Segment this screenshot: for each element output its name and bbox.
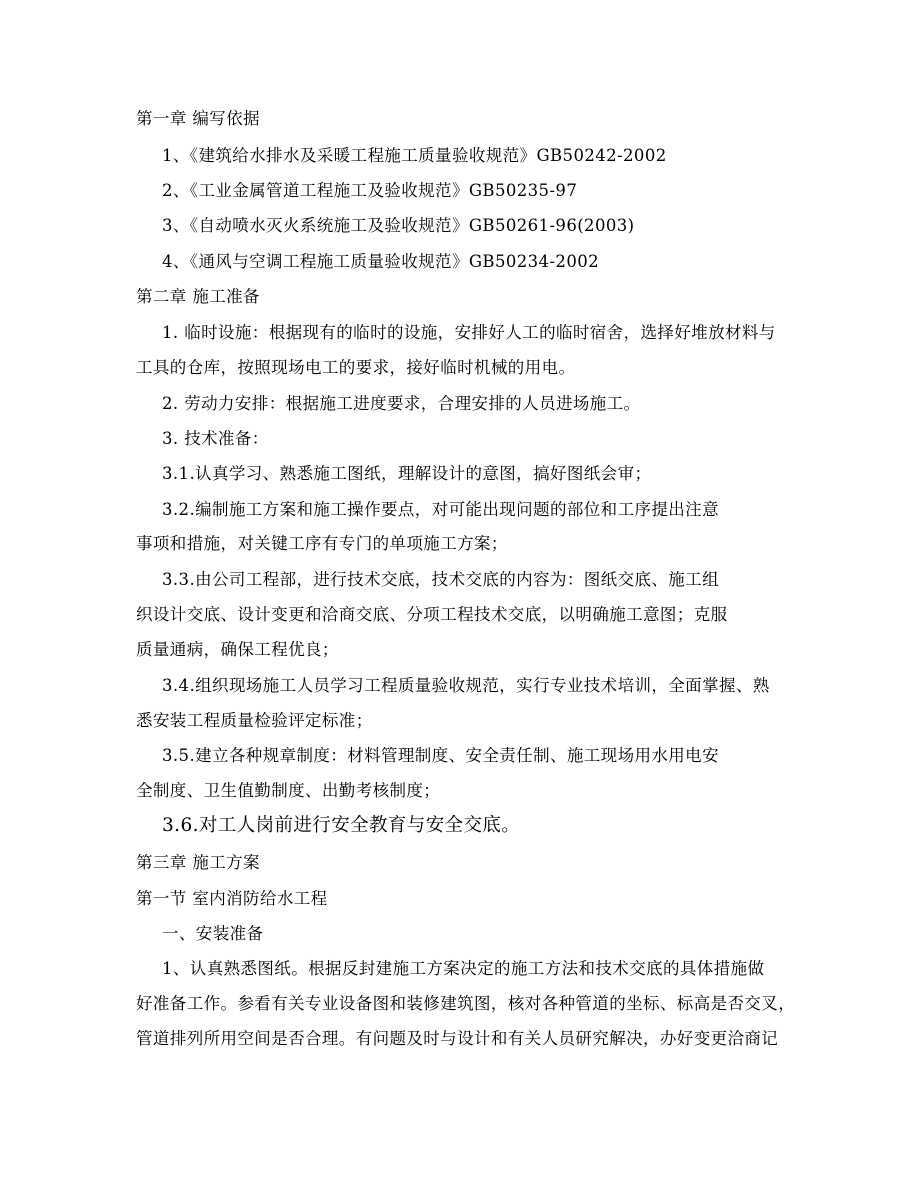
paragraph-line: 3.6.对工人岗前进行安全教育与安全交底。 — [162, 815, 521, 836]
subsection-heading: 一、安装准备 — [162, 924, 264, 943]
paragraph-line: 事项和措施，对关键工序有专门的单项施工方案； — [136, 534, 508, 553]
paragraph-line: 悉安装工程质量检验评定标准； — [136, 711, 373, 730]
paragraph-line: 好准备工作。参看有关专业设备图和装修建筑图，核对各种管道的坐标、标高是否交叉， — [136, 994, 796, 1013]
paragraph-line: 2. 劳动力安排：根据施工进度要求，合理安排的人员进场施工。 — [162, 394, 641, 413]
section-1-heading: 第一节 室内消防给水工程 — [136, 889, 328, 908]
paragraph-line: 3.2.编制施工方案和施工操作要点，对可能出现问题的部位和工序提出注意 — [162, 500, 719, 519]
chapter-1-heading: 第一章 编写依据 — [136, 109, 260, 128]
paragraph-line: 3. 技术准备： — [162, 429, 269, 448]
reference-item: 4、《通风与空调工程施工质量验收规范》GB50234-2002 — [162, 252, 600, 271]
paragraph-line: 织设计交底、设计变更和洽商交底、分项工程技术交底，以明确施工意图；克服 — [136, 605, 728, 624]
paragraph-line: 质量通病，确保工程优良； — [136, 640, 339, 659]
paragraph-line: 全制度、卫生值勤制度、出勤考核制度； — [136, 781, 441, 800]
reference-item: 1、《建筑给水排水及采暖工程施工质量验收规范》GB50242-2002 — [162, 146, 667, 165]
paragraph-line: 3.3.由公司工程部，进行技术交底，技术交底的内容为：图纸交底、施工组 — [162, 570, 719, 589]
paragraph-line: 管道排列所用空间是否合理。有问题及时与设计和有关人员研究解决，办好变更洽商记 — [136, 1029, 779, 1048]
paragraph-line: 1、认真熟悉图纸。根据反封建施工方案决定的施工方法和技术交底的具体措施做 — [162, 959, 765, 978]
paragraph-line: 3.1.认真学习、熟悉施工图纸，理解设计的意图，搞好图纸会审； — [162, 464, 652, 483]
chapter-2-heading: 第二章 施工准备 — [136, 287, 260, 306]
reference-item: 3、《自动喷水灭火系统施工及验收规范》GB50261-96(2003) — [162, 216, 635, 235]
paragraph-line: 3.5.建立各种规章制度：材料管理制度、安全责任制、施工现场用水用电安 — [162, 746, 719, 765]
paragraph-line: 工具的仓库，按照现场电工的要求，接好临时机械的用电。 — [136, 358, 576, 377]
paragraph-line: 3.4.组织现场施工人员学习工程质量验收规范，实行专业技术培训，全面掌握、熟 — [162, 676, 770, 695]
paragraph-line: 1. 临时设施：根据现有的临时的设施，安排好人工的临时宿舍，选择好堆放材料与 — [162, 323, 776, 342]
chapter-3-heading: 第三章 施工方案 — [136, 853, 260, 872]
reference-item: 2、《工业金属管道工程施工及验收规范》GB50235-97 — [162, 181, 578, 200]
